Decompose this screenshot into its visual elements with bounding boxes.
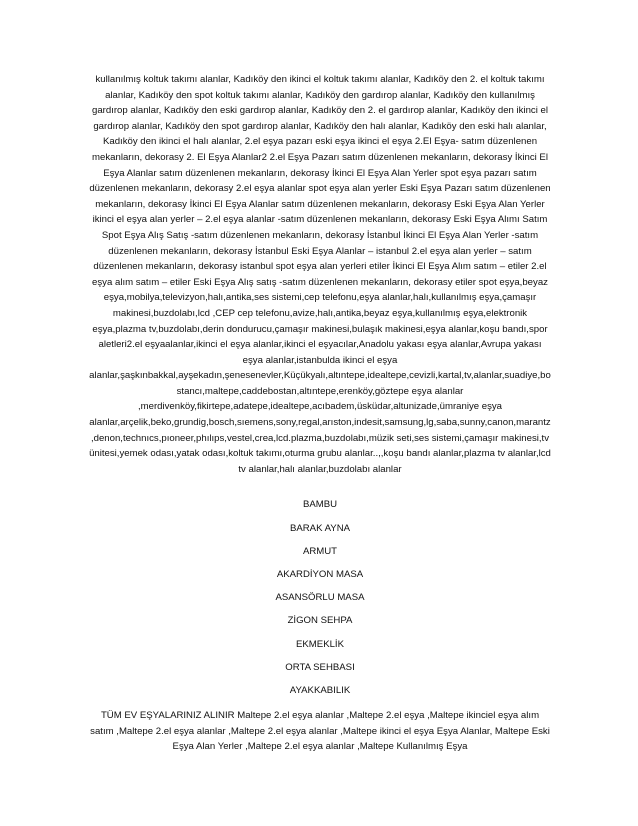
list-item: ORTA SEHBASI — [285, 661, 355, 673]
item-list — [88, 493, 552, 702]
list-item: AKARDİYON MASA — [276, 569, 364, 581]
list-item: ZİGON SEHPA — [287, 615, 353, 627]
list-item: BARAK AYNA — [289, 522, 351, 534]
list-item: BAMBU — [302, 499, 338, 511]
document-page — [88, 72, 552, 765]
list-item: AYAKKABILIK — [289, 685, 351, 697]
list-item: ASANSÖRLU MASA — [275, 592, 365, 604]
list-item: EKMEKLİK — [296, 638, 344, 650]
intro-paragraph: kullanılmış koltuk takımı alanlar, Kadıköy den ikinci el koltuk takımı alanlar, Kadıköy den 2. el koltuk takımı alanlar, Kadıköy den spot koltuk takımı alanlar, Kadıköy den gardırop alanlar, Kadıköy den kullanılmış gardırop alanlar, Kadıköy den eski gardırop alanlar, Kadıköy den 2. el gardırop alanlar, Kadıköy den ikinci el gardırop alanlar, Kadıköy den spot gardırop alanlar, Kadıköy den halı alanlar, Kadıköy den eski halı alanlar, Kadıköy den ikinci el halı alanlar, 2.el eşya pazarı eski eşya ikinci el eşya 2.El Eşya- satım düzenlenen mekanların, dekorasy 2. El Eşya Alanlar2 2.el Eşya Pazarı satım düzenlenen mekanların, dekorasy İkinci El Eşya Alanlar satım düzenlenen mekanların, dekorasy İkinci El Eşya Alan Yerler spot eşya pazarı satım düzenlenen mekanların, dekorasy 2.el eşya alanlar spot eşya alan yerler Eski Eşya Pazarı satım düzenlenen mekanların, dekorasy İkinci El Eşya Alanlar satım düzenlenen mekanların, dekorasy Eski Eşya Alan Yerler ikinci el eşya alan yerler – 2.el eşya alanlar -satım düzenlenen mekanların, dekorasy Eski Eşya Alımı Satım Spot Eşya Alış Satış -satım düzenlenen mekanların, dekorasy İstanbul İkinci El Eşya Alan Yerler -satım düzenlenen mekanların, dekorasy İstanbul Eski Eşya Alanlar – istanbul 2.el eşya alan yerler – satım düzenlenen mekanların, dekorasy istanbul spot eşya alan yerleri etiler İkinci El Eşya Alım satım – etiler 2.el eşya alım satım – etiler Eski Eşya Alış satış -satım düzenlenen mekanların, dekorasy etiler spot eşya,beyaz eşya,mobilya,televizyon,halı,antika,ses sistemi,cep telefonu,eşya alanlar,halı,kullanılmış eşya,çamaşır makinesi,buzdolabı,lcd ,CEP cep telefonu,avize,halı,antika,beyaz eşya,kullanılmış eşya,elektronik eşya,plazma tv,buzdolabı,derin dondurucu,çamaşır makinesi,bulaşık makinesi,eşya alanlar,koşu bandı,spor aletleri2.el eşyaalanlar,ikinci el eşya alanlar,ikinci el eşyacılar,Anadolu yakası eşya alanlar,Avrupa yakası eşya alanlar,istanbulda ikinci el eşya alanlar,şaşkınbakkal,ayşekadın,şenesenevler,Küçükyalı,altıntepe,idealtepe,cevizli,kartal,tv,alanlar,suadiye,bostancı,maltepe,caddebostan,altıntepe,erenköy,göztepe eşya alanlar ,merdivenköy,fikirtepe,adatepe,idealtepe,acıbadem,üsküdar,altunizade,ümraniye eşya alanlar,arçelik,beko,grundig,bosch,sıemens,sony,regal,arıston,indesit,samsung,lg,saba,sunny,canon,marantz,denon,technıcs,pıoneer,phılıps,vestel,crea,lcd.plazma,buzdolabı,müzik seti,ses sistemi,çamaşır makinesi,tv ünitesi,yemek odası,yatak odası,koltuk takımı,oturma grubu alanlar..,,koşu bandı alanlar,plazma tv alanlar,lcd tv alanlar,halı alanlar,buzdolabı alanlar — [89, 74, 551, 475]
footer-paragraph: TÜM EV EŞYALARINIZ ALINIR Maltepe 2.el eşya alanlar ,Maltepe 2.el eşya ,Maltepe ikinciel eşya alım satım ,Maltepe 2.el eşya alanlar ,Maltepe 2.el eşya alanlar ,Maltepe ikinci el eşya Eşya Alanlar, Maltepe Eski Eşya Alan Yerler ,Maltepe 2.el eşya alanlar ,Maltepe Kullanılmış Eşya — [90, 710, 550, 753]
list-item: ARMUT — [302, 545, 338, 557]
